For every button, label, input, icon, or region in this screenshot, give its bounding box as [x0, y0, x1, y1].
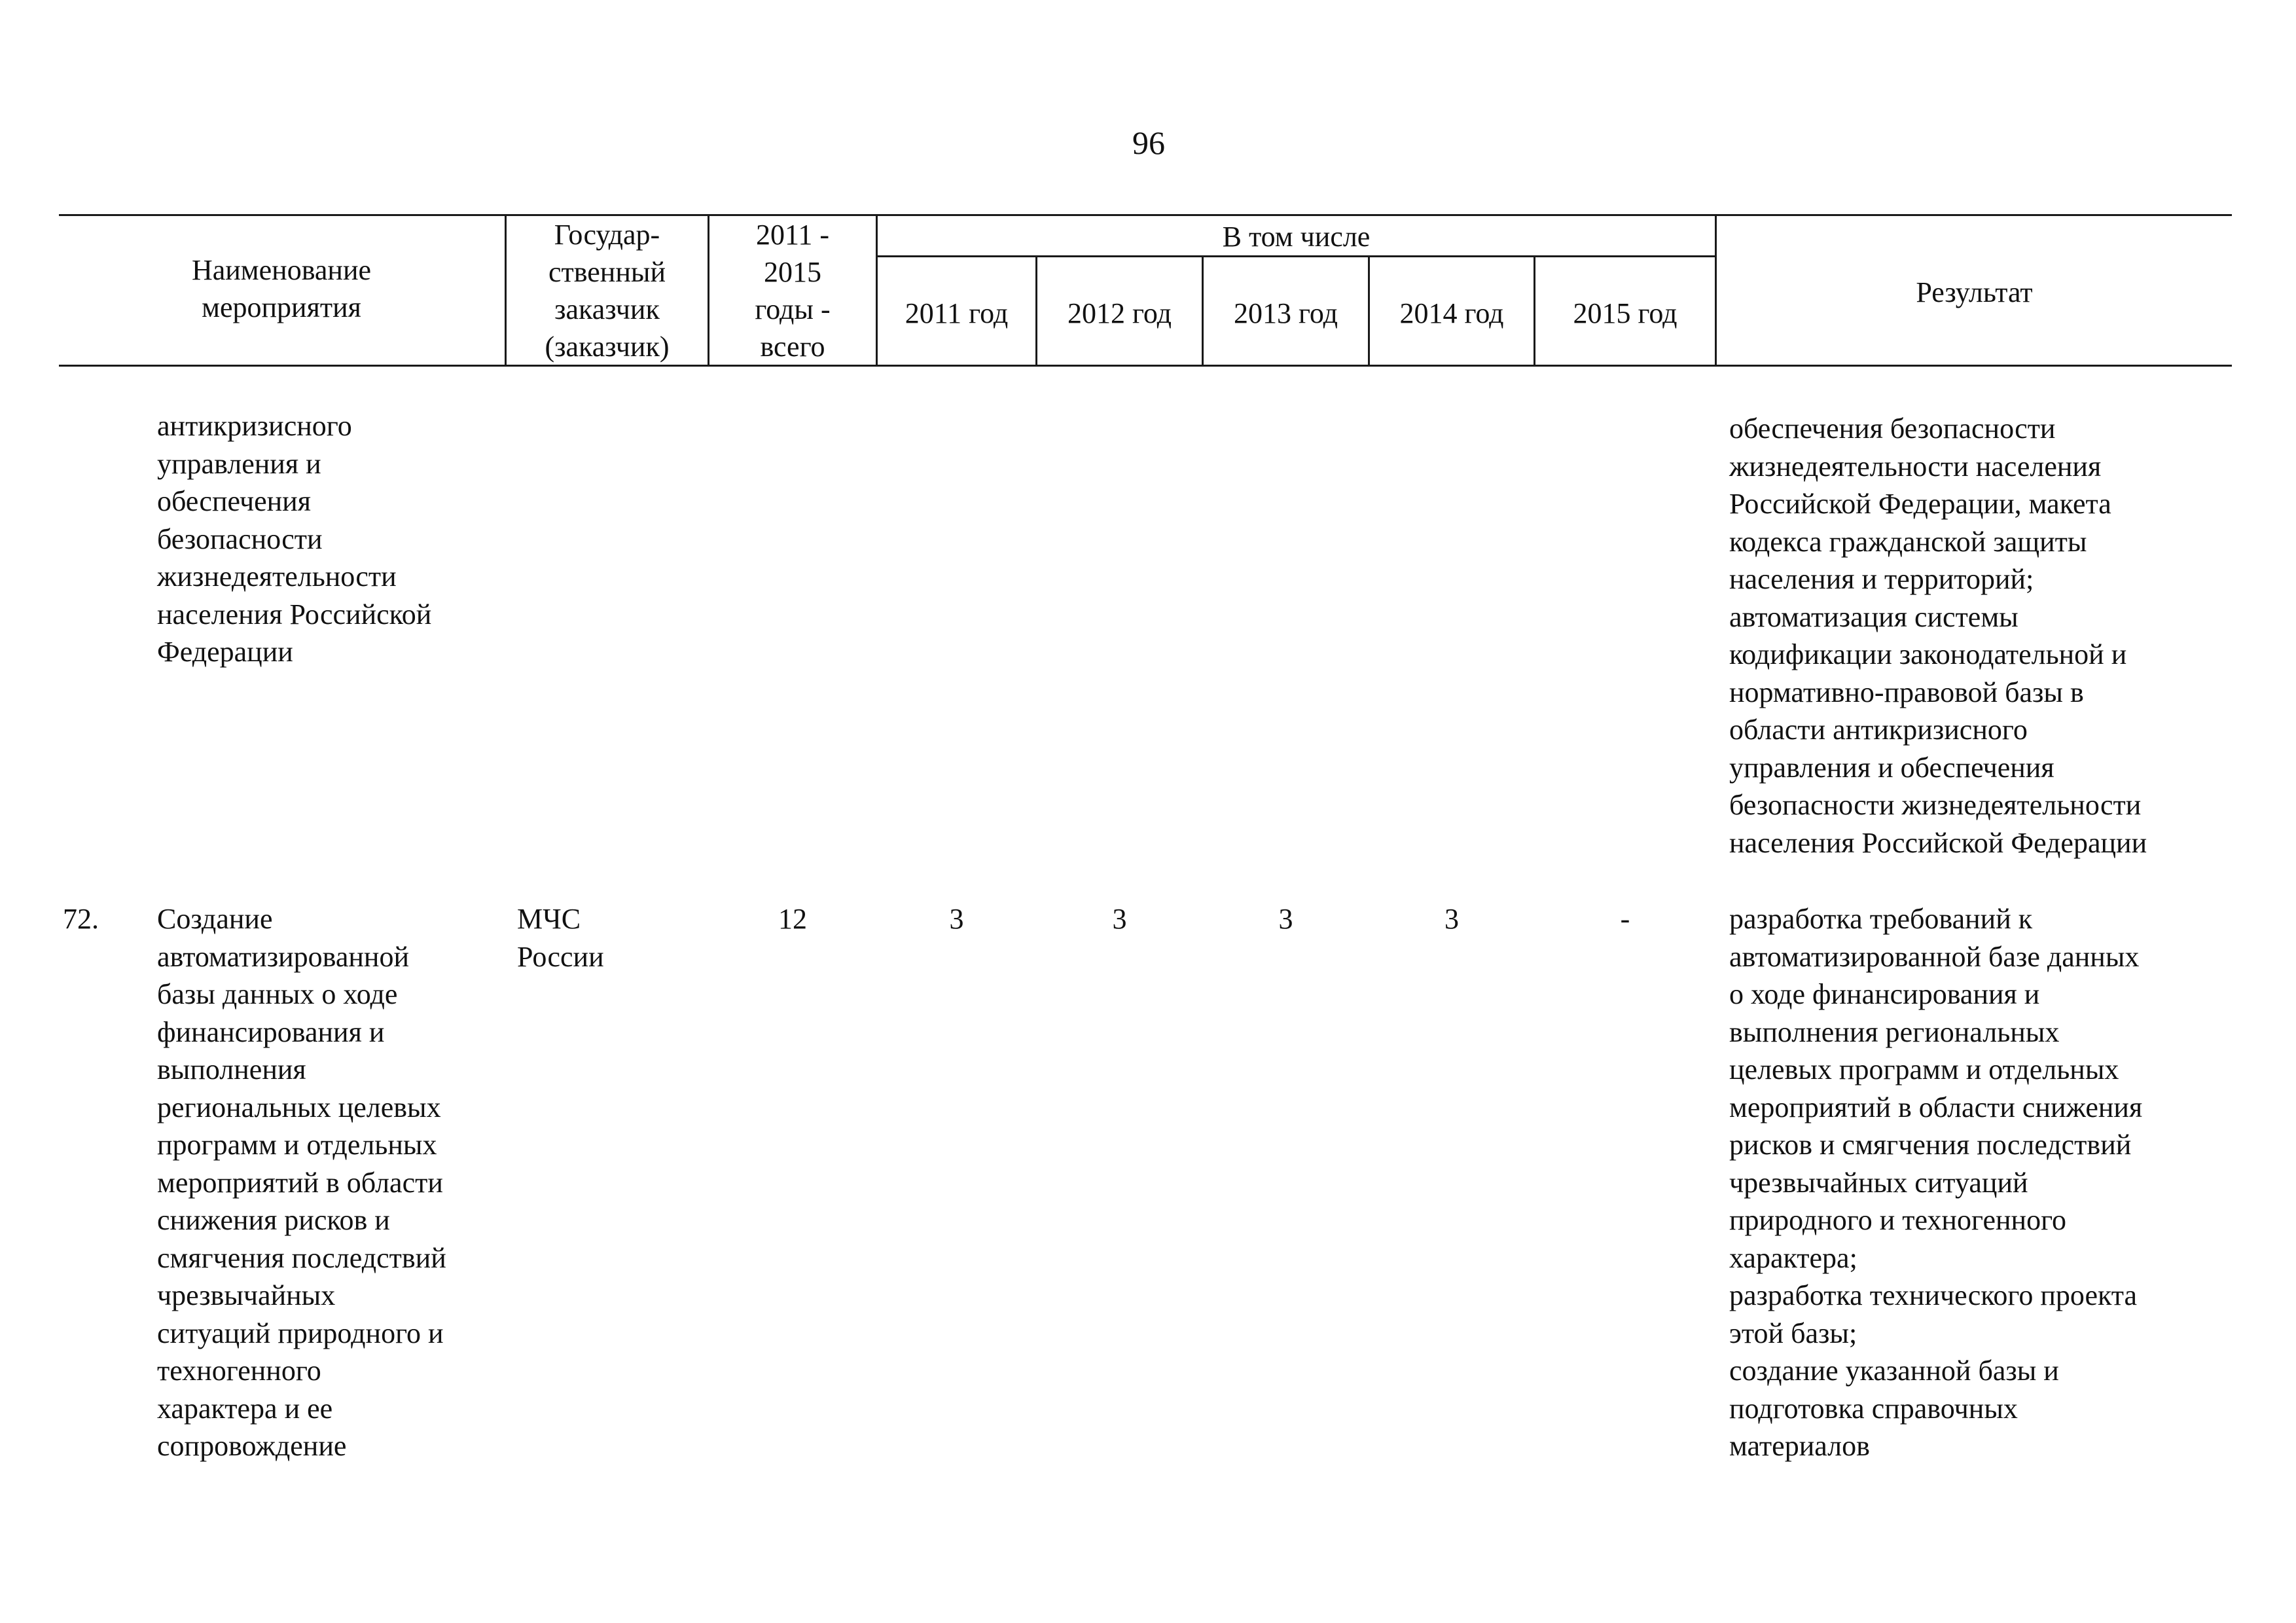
- header-total: 2011 - 2015 годы - всего: [755, 219, 831, 363]
- row-result: разработка требований к автоматизированной базе данных о ходе финансирования и выполнения региональных целевых программ и отдельных мероприятий в области снижения рисков и смягчения последствий чрезвычайных ситуаций природного и техногенного характера; разработка технического проекта этой базы; создание указанной базы и подготовка справочных материалов: [1729, 903, 2143, 1462]
- row-2015: -: [1620, 903, 1630, 935]
- row-name: Создание автоматизированной базы данных о ходе финансирования и выполнения региональных целевых программ и отдельных мероприятий в области снижения рисков и смягчения последствий чрезвычайных ситуаций природного и техногенного характера и ее сопровождение: [157, 903, 446, 1462]
- row-2013: 3: [1278, 903, 1293, 935]
- table-top-rule: [59, 214, 2232, 216]
- row-total: 12: [778, 903, 807, 935]
- header-2012: 2012 год: [1067, 297, 1172, 329]
- header-name: Наименование мероприятия: [191, 254, 372, 323]
- row-2011: 3: [949, 903, 964, 935]
- header-2011: 2011 год: [905, 297, 1009, 329]
- header-2013: 2013 год: [1233, 297, 1338, 329]
- row-2014: 3: [1444, 903, 1459, 935]
- subheader-rule: [877, 255, 1715, 257]
- header-result: Результат: [1916, 276, 2033, 308]
- page-number: 96: [1132, 124, 1165, 161]
- header-2014: 2014 год: [1399, 297, 1504, 329]
- header-2015: 2015 год: [1573, 297, 1677, 329]
- row-customer: МЧС России: [517, 903, 604, 973]
- header-customer: Государ- ственный заказчик (заказчик): [545, 219, 670, 363]
- row-number: 72.: [63, 903, 99, 935]
- header-including: В том числе: [1222, 221, 1371, 253]
- row-2012: 3: [1112, 903, 1127, 935]
- row-name: антикризисного управления и обеспечения безопасности жизнедеятельности населения Российской Федерации: [157, 410, 432, 668]
- header-bottom-rule: [59, 365, 2232, 367]
- row-result: обеспечения безопасности жизнедеятельности населения Российской Федерации, макета кодекса гражданской защиты населения и территорий; автоматизация системы кодификации законодательной и нормативно-правовой базы в области антикризисного управления и обеспечения безопасности жизнедеятельности населения Российской Федерации: [1729, 412, 2147, 859]
